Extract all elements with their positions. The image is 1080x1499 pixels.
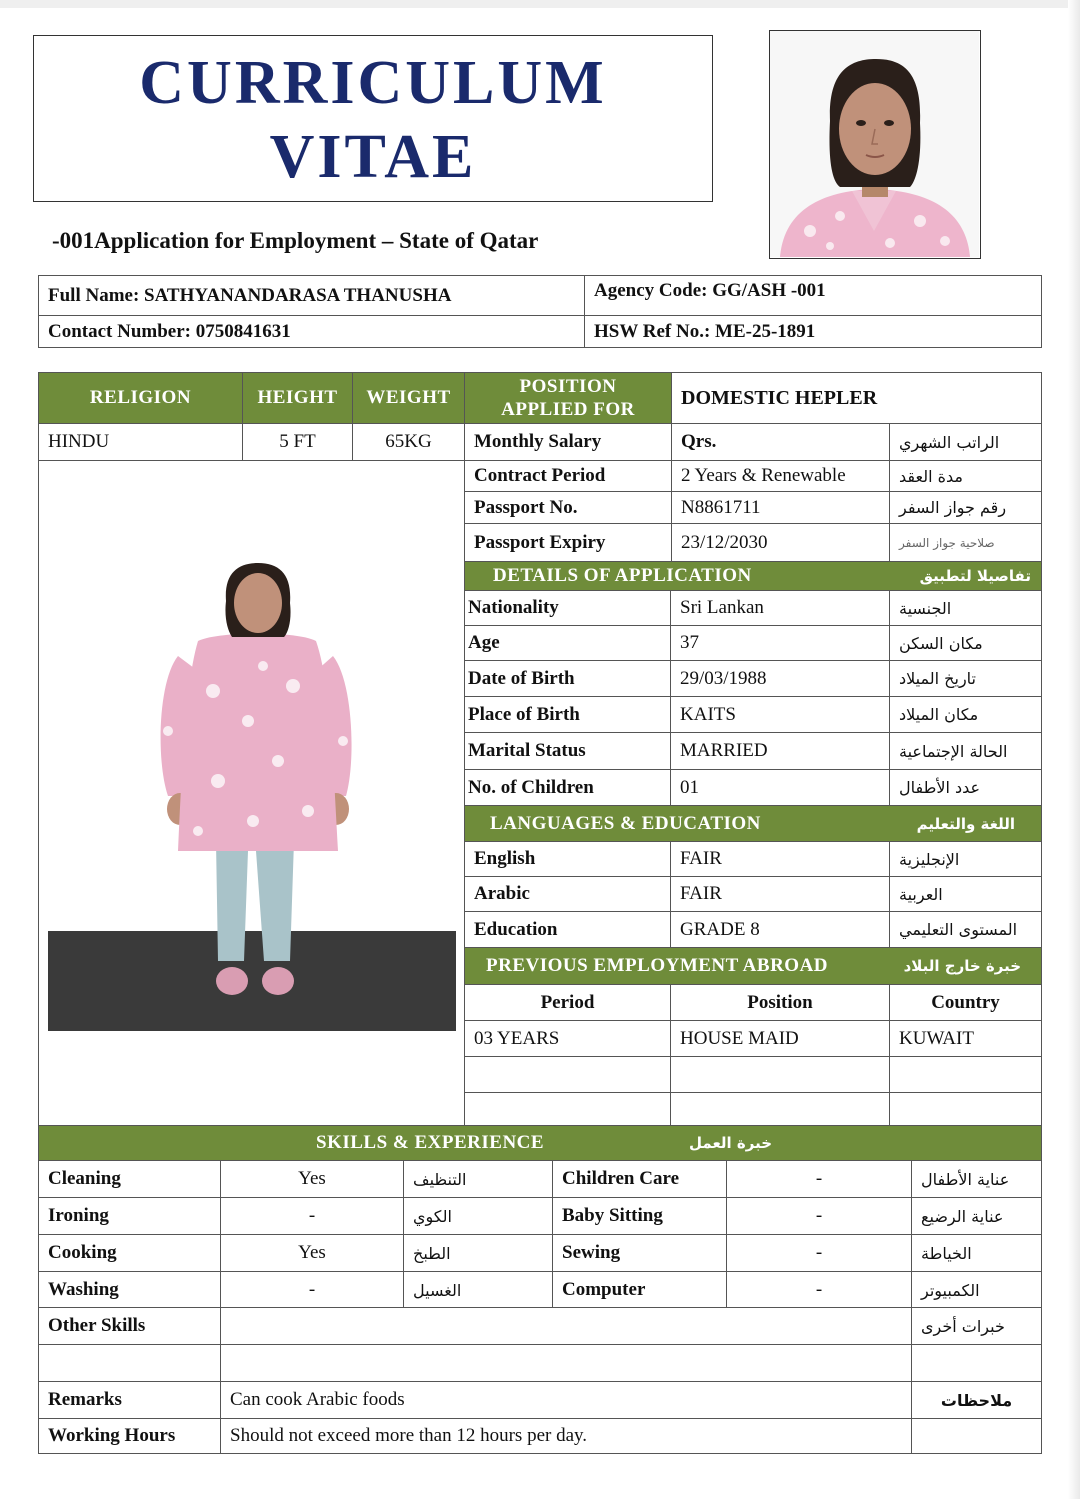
application-ar-0 (889, 590, 1042, 626)
contract-ar-2-text: رقم جواز السفر (899, 498, 1007, 517)
application-header (464, 561, 1042, 591)
subtitle: -001Application for Employment – State of Qatar (52, 228, 539, 253)
application-value-5 (670, 769, 890, 806)
application-ar-5-text: عدد الأطفال (899, 778, 981, 797)
position-header-line-1: POSITION (519, 376, 617, 397)
languages-header (464, 805, 1042, 842)
working-hours-value: Should not exceed more than 12 hours per day. (230, 1425, 588, 1446)
application-ar-0-text: الجنسية (899, 598, 952, 618)
languages-title-ar: اللغة والتعليم (916, 814, 1015, 833)
height-header: HEIGHT (242, 372, 353, 424)
language-ar-1 (889, 876, 1042, 912)
contract-ar-1 (889, 460, 1042, 492)
application-value-4-text: MARRIED (680, 740, 768, 761)
skill-label-0 (38, 1160, 221, 1198)
portrait-image (770, 31, 979, 257)
title-line-1: CURRICULUM (139, 49, 607, 117)
employment-period-0 (464, 1020, 671, 1057)
skill-label-2 (38, 1234, 221, 1272)
application-title-ar: تفاصيلا لتطبيق (919, 567, 1031, 585)
language-ar-2 (889, 911, 1042, 948)
skill-label-3 (38, 1271, 221, 1309)
contract-value-2 (671, 491, 890, 524)
language-value-2 (670, 911, 890, 948)
remarks-value: Can cook Arabic foods (230, 1389, 405, 1410)
working-hours-label: Working Hours (48, 1425, 176, 1446)
skill-ar-1-text: الكوي (413, 1206, 452, 1226)
contract-value-0 (671, 423, 890, 461)
skill2-label-2 (552, 1234, 727, 1272)
application-value-5-text: 01 (680, 776, 699, 798)
employment-position-1 (670, 1056, 890, 1093)
employment-period-1 (464, 1056, 671, 1093)
page-right-edge (1068, 0, 1080, 1499)
contract-value-1 (671, 460, 890, 492)
skills-header (38, 1125, 1042, 1161)
employment-country-2 (889, 1092, 1042, 1129)
application-title: DETAILS OF APPLICATION (493, 565, 752, 586)
full-body-image (48, 561, 456, 1031)
application-label-3-text: Place of Birth (468, 703, 580, 725)
skill2-value-1-text: - (815, 1205, 823, 1226)
contract-label-1 (464, 460, 672, 492)
language-label-1-text: Arabic (474, 883, 530, 904)
contract-ar-3-text: صلاحية جواز السفر (899, 535, 995, 550)
application-value-3-text: KAITS (680, 703, 736, 725)
skill-ar-0-text: التنظيف (413, 1169, 467, 1189)
skill-label-1 (38, 1197, 221, 1235)
skill2-value-0 (726, 1160, 912, 1198)
full-name: Full Name: SATHYANANDARASA THANUSHA (48, 284, 452, 306)
position-header (464, 372, 672, 424)
skill-value-3 (220, 1271, 404, 1309)
language-label-0 (464, 841, 671, 877)
application-ar-4-text: الحالة الإجتماعية (899, 741, 1008, 761)
language-value-1-text: FAIR (680, 883, 722, 904)
skill-ar-2 (403, 1234, 553, 1272)
employment-country-0 (889, 1020, 1042, 1057)
religion-value: HINDU (48, 431, 110, 452)
skill2-ar-0-text: عناية الأطفال (921, 1169, 1010, 1189)
contract-ar-3 (889, 523, 1042, 562)
other-skills-label: Other Skills (48, 1315, 146, 1336)
weight-header: WEIGHT (352, 372, 465, 424)
contract-value-0-text: Qrs. (681, 431, 717, 452)
blank-row-ar (911, 1344, 1042, 1382)
employment-period-0-text: 03 YEARS (474, 1027, 560, 1049)
skill2-label-0-text: Children Care (562, 1168, 679, 1189)
application-label-2-text: Date of Birth (468, 667, 575, 689)
blank-row-label (38, 1344, 221, 1382)
employment-country-1 (889, 1056, 1042, 1093)
application-label-5 (464, 769, 671, 806)
remarks-label-cell (38, 1381, 221, 1419)
title-line-2: VITAE (269, 123, 477, 191)
skill-ar-2-text: الطبخ (413, 1243, 451, 1263)
weight-value-cell (352, 423, 465, 461)
application-ar-2 (889, 660, 1042, 697)
skill-value-2 (220, 1234, 404, 1272)
skill-value-2-text: Yes (298, 1242, 326, 1263)
skill-label-2-text: Cooking (48, 1242, 117, 1263)
hours-label-cell (38, 1418, 221, 1454)
height-value: 5 FT (279, 431, 316, 452)
application-value-2-text: 29/03/1988 (680, 667, 767, 689)
skill-label-1-text: Ironing (48, 1205, 109, 1226)
skill2-value-2-text: - (815, 1242, 823, 1263)
employment-col-country (889, 984, 1042, 1021)
skill-ar-3-text: الغسيل (413, 1280, 462, 1300)
weight-value: 65KG (385, 431, 432, 452)
contact-cell (38, 315, 585, 348)
contract-ar-1-text: مدة العقد (899, 466, 963, 486)
skills-title-ar: خبرة العمل (689, 1134, 773, 1152)
application-label-0 (464, 590, 671, 626)
application-label-5-text: No. of Children (468, 776, 594, 798)
language-value-1 (670, 876, 890, 912)
language-ar-2-text: المستوى التعليمي (899, 920, 1018, 939)
position-value: DOMESTIC HEPLER (681, 386, 878, 409)
application-value-3 (670, 696, 890, 733)
skill2-ar-3-text: الكمبيوتر (921, 1280, 980, 1300)
religion-value-cell (38, 423, 243, 461)
application-value-4 (670, 732, 890, 770)
skill2-value-2 (726, 1234, 912, 1272)
skill2-value-0-text: - (815, 1168, 823, 1189)
skill2-ar-1 (911, 1197, 1042, 1235)
skill2-value-3-text: - (815, 1279, 823, 1300)
language-ar-0 (889, 841, 1042, 877)
skill-label-0-text: Cleaning (48, 1168, 121, 1189)
language-value-0 (670, 841, 890, 877)
contract-label-0-text: Monthly Salary (474, 431, 602, 452)
skill-ar-3 (403, 1271, 553, 1309)
application-value-1 (670, 625, 890, 661)
application-label-4 (464, 732, 671, 770)
skill2-ar-2 (911, 1234, 1042, 1272)
application-ar-1-text: مكان السكن (899, 633, 983, 653)
skill-value-1-text: - (308, 1205, 316, 1226)
other-skills-ar: خبرات أخرى (921, 1316, 1005, 1336)
contract-ar-0-text: الراتب الشهري (899, 432, 1000, 452)
page-top-edge (0, 0, 1080, 8)
application-ar-1 (889, 625, 1042, 661)
contract-label-1-text: Contract Period (474, 465, 606, 486)
skill-value-0 (220, 1160, 404, 1198)
employment-col-position-label: Position (747, 991, 813, 1013)
title-box (33, 35, 713, 202)
application-value-1-text: 37 (680, 632, 699, 653)
employment-country-0-text: KUWAIT (899, 1027, 974, 1049)
employment-position-0 (670, 1020, 890, 1057)
other-skills-ar-cell (911, 1307, 1042, 1345)
language-ar-0-text: الإنجليزية (899, 849, 960, 869)
passport-photo (769, 30, 981, 259)
employment-col-position (670, 984, 890, 1021)
employment-position-2 (670, 1092, 890, 1129)
application-value-2 (670, 660, 890, 697)
contract-label-3 (464, 523, 672, 562)
contract-ar-2 (889, 491, 1042, 524)
employment-header (464, 947, 1042, 985)
application-label-3 (464, 696, 671, 733)
application-ar-3-text: مكان الميلاد (899, 705, 979, 724)
contract-label-3-text: Passport Expiry (474, 531, 606, 553)
other-skills-value-cell (220, 1307, 912, 1345)
employment-col-country-label: Country (931, 991, 1000, 1013)
employment-col-period (464, 984, 671, 1021)
skill2-label-3 (552, 1271, 727, 1309)
language-label-2-text: Education (474, 918, 558, 940)
remarks-ar: ملاحظات (940, 1390, 1013, 1410)
contract-label-2-text: Passport No. (474, 496, 578, 518)
contract-label-0 (464, 423, 672, 461)
application-ar-2-text: تاريخ الميلاد (899, 669, 976, 688)
position-header-line-2: APPLIED FOR (501, 399, 635, 420)
application-label-0-text: Nationality (468, 597, 559, 618)
language-value-0-text: FAIR (680, 848, 722, 869)
contract-label-2 (464, 491, 672, 524)
skill2-label-2-text: Sewing (562, 1242, 621, 1263)
skill2-value-1 (726, 1197, 912, 1235)
employment-position-0-text: HOUSE MAID (680, 1027, 799, 1049)
language-label-0-text: English (474, 848, 536, 869)
hours-value-cell (220, 1418, 912, 1454)
skill-ar-0 (403, 1160, 553, 1198)
employment-title-ar: خبرة خارج البلاد (903, 957, 1021, 975)
skill-value-1 (220, 1197, 404, 1235)
employment-title: PREVIOUS EMPLOYMENT ABROAD (486, 955, 829, 976)
application-label-2 (464, 660, 671, 697)
skill2-label-1-text: Baby Sitting (562, 1205, 663, 1226)
full-body-photo-frame (38, 460, 465, 1126)
remarks-value-cell (220, 1381, 912, 1419)
other-skills-label-cell (38, 1307, 221, 1345)
skill-value-0-text: Yes (298, 1168, 326, 1189)
remarks-label: Remarks (48, 1389, 122, 1410)
hours-ar-cell (911, 1418, 1042, 1454)
skill2-value-3 (726, 1271, 912, 1309)
language-ar-1-text: العربية (899, 884, 943, 904)
skill-label-3-text: Washing (48, 1279, 119, 1300)
employment-period-2 (464, 1092, 671, 1129)
hsw-ref-cell (584, 315, 1042, 348)
contract-value-1-text: 2 Years & Renewable (681, 465, 846, 486)
application-ar-3 (889, 696, 1042, 733)
skills-title: SKILLS & EXPERIENCE (316, 1132, 545, 1153)
application-ar-5 (889, 769, 1042, 806)
religion-header: RELIGION (38, 372, 243, 424)
skill2-label-3-text: Computer (562, 1279, 646, 1300)
skill2-label-0 (552, 1160, 727, 1198)
skill2-ar-0 (911, 1160, 1042, 1198)
language-label-1 (464, 876, 671, 912)
full-name-cell (38, 275, 585, 316)
language-label-2 (464, 911, 671, 948)
contract-value-3-text: 23/12/2030 (681, 531, 768, 553)
skill2-ar-1-text: عناية الرضيع (921, 1206, 1004, 1226)
skill-ar-1 (403, 1197, 553, 1235)
employment-col-period-label: Period (540, 991, 595, 1013)
application-label-1 (464, 625, 671, 661)
skill2-ar-2-text: الخياطة (921, 1243, 972, 1263)
application-value-0 (670, 590, 890, 626)
contract-value-3 (671, 523, 890, 562)
position-value-cell (671, 372, 1042, 424)
remarks-ar-cell (911, 1381, 1042, 1419)
skill2-label-1 (552, 1197, 727, 1235)
skill-value-3-text: - (308, 1279, 316, 1300)
languages-title: LANGUAGES & EDUCATION (490, 812, 761, 834)
contact-number: Contact Number: 0750841631 (48, 320, 291, 342)
height-value-cell (242, 423, 353, 461)
blank-row-value (220, 1344, 912, 1382)
language-value-2-text: GRADE 8 (680, 918, 760, 940)
application-value-0-text: Sri Lankan (680, 597, 764, 618)
hsw-ref: HSW Ref No.: ME-25-1891 (594, 320, 816, 342)
skill2-ar-3 (911, 1271, 1042, 1309)
contract-ar-0 (889, 423, 1042, 461)
application-ar-4 (889, 732, 1042, 770)
agency-code: Agency Code: GG/ASH -001 (594, 280, 826, 301)
application-label-1-text: Age (468, 632, 500, 653)
application-label-4-text: Marital Status (468, 740, 586, 761)
agency-code-cell (584, 275, 1042, 316)
contract-value-2-text: N8861711 (681, 496, 761, 518)
